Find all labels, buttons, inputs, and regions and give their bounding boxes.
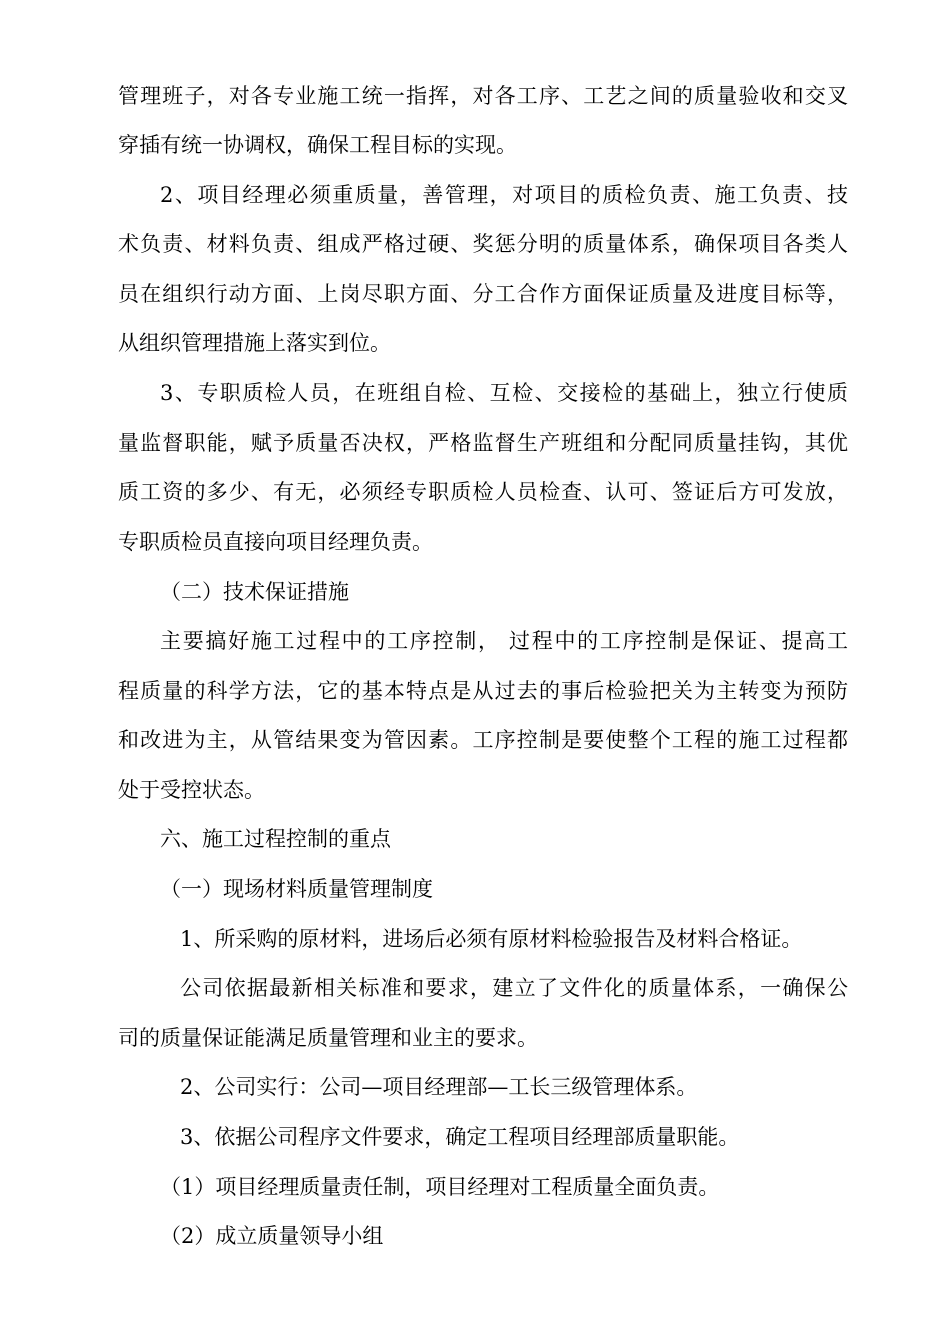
text-line-10: 专职质检员直接向项目经理负责。 [118,530,433,554]
text-line-24: （2）成立质量领导小组 [160,1224,384,1248]
text-line-4: 术负责、材料负责、组成严格过硬、奖惩分明的质量体系，确保项目各类人 [118,232,848,256]
text-line-18: 1、所采购的原材料，进场后必须有原材料检验报告及材料合格证。 [180,927,803,951]
text-line-15: 处于受控状态。 [118,778,265,802]
section-heading-six: 六、施工过程控制的重点 [160,827,391,851]
text-line-13: 程质量的科学方法，它的基本特点是从过去的事后检验把关为主转变为预防 [118,679,848,703]
text-line-21: 2、公司实行：公司—项目经理部—工长三级管理体系。 [180,1075,698,1099]
text-line-19: 公司依据最新相关标准和要求，建立了文件化的质量体系，一确保公 [180,976,848,1000]
section-heading-materials: （一）现场材料质量管理制度 [160,877,433,901]
text-line-12: 主要搞好施工过程中的工序控制， 过程中的工序控制是保证、提高工 [160,629,848,653]
text-line-2: 穿插有统一协调权，确保工程目标的实现。 [118,133,517,157]
text-line-3: 2、项目经理必须重质量，善管理，对项目的质检负责、施工负责、技 [160,183,848,207]
text-line-5: 员在组织行动方面、上岗尽职方面、分工合作方面保证质量及进度目标等， [118,282,848,306]
text-line-23: （1）项目经理质量责任制，项目经理对工程质量全面负责。 [160,1175,720,1199]
section-heading-technical: （二）技术保证措施 [160,580,349,604]
text-line-9: 质工资的多少、有无，必须经专职质检人员检查、认可、签证后方可发放， [118,480,848,504]
text-line-1: 管理班子，对各专业施工统一指挥，对各工序、工艺之间的质量验收和交叉 [118,84,848,108]
text-line-20: 司的质量保证能满足质量管理和业主的要求。 [118,1026,538,1050]
text-line-8: 量监督职能，赋予质量否决权，严格监督生产班组和分配同质量挂钩，其优 [118,431,848,455]
text-line-7: 3、专职质检人员，在班组自检、互检、交接检的基础上，独立行使质 [160,381,848,405]
text-line-22: 3、依据公司程序文件要求，确定工程项目经理部质量职能。 [180,1125,740,1149]
text-line-14: 和改进为主，从管结果变为管因素。工序控制是要使整个工程的施工过程都 [118,728,848,752]
text-line-6: 从组织管理措施上落实到位。 [118,331,391,355]
